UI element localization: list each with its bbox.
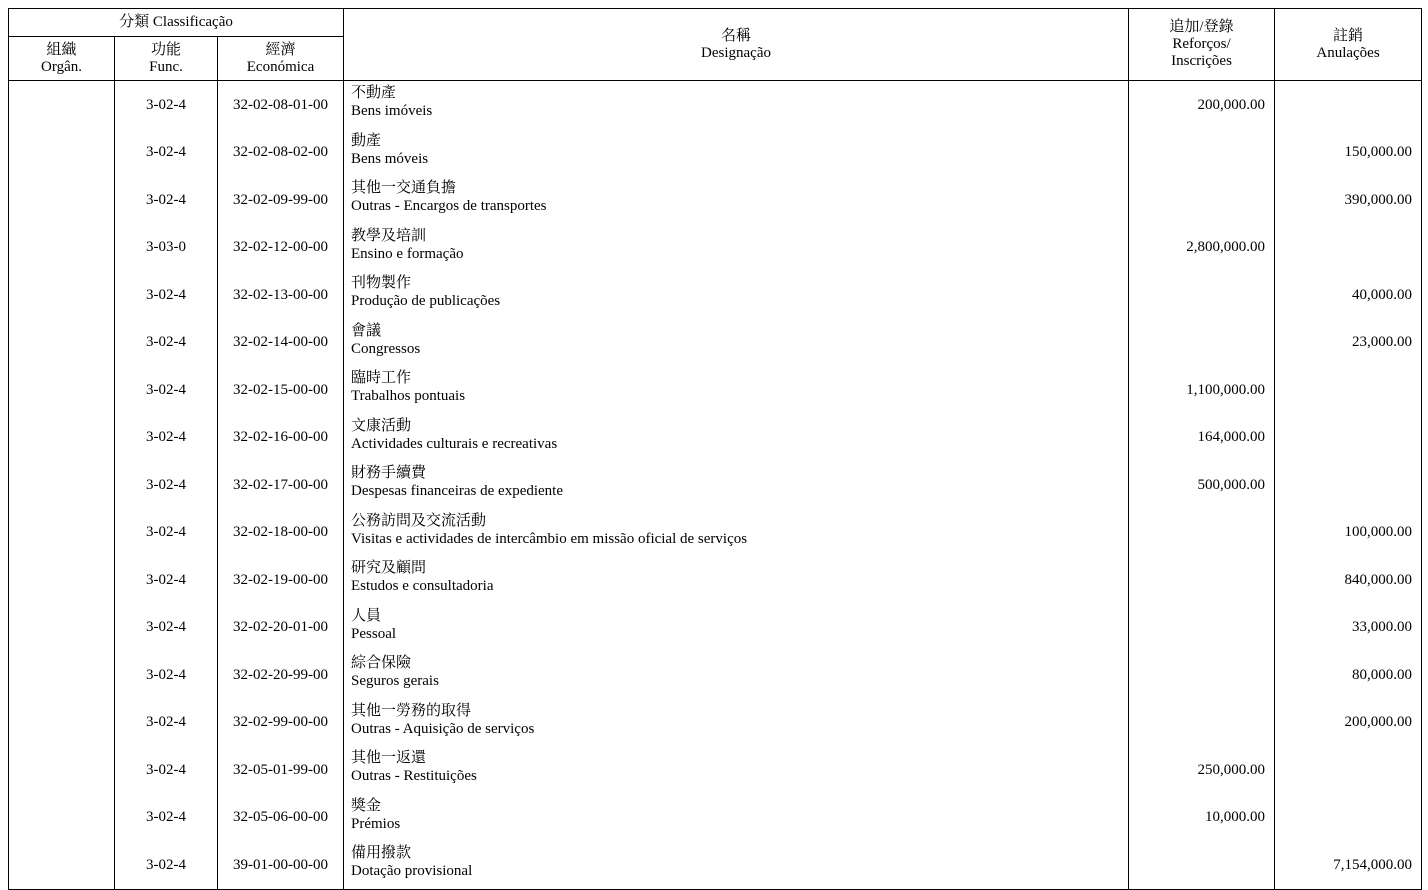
organ-cell [9,604,115,652]
func-code: 3-02-4 [146,429,186,446]
reinforcement-amount: 10,000.00 [1205,809,1266,826]
econ-cell [218,319,344,367]
func-cell [115,556,218,604]
organ-cell [9,841,115,889]
econ-cell [218,556,344,604]
annulment-cell [1275,841,1422,889]
reinforcement-cell [1129,841,1275,889]
table-row [9,651,1422,699]
econ-label-zh: 經濟 [265,41,296,58]
annulments-label-zh: 註銷 [1333,27,1364,44]
econ-cell [218,224,344,272]
table-row [9,224,1422,272]
organ-cell [9,746,115,794]
reinforcement-amount: 200,000.00 [1197,96,1266,113]
organ-header [9,37,115,81]
econ-cell [218,414,344,462]
annulments-label-pt: Anulações [1316,44,1380,61]
reinforcement-amount: 2,800,000.00 [1186,239,1266,256]
organ-cell [9,699,115,747]
designation-cell [344,461,1129,509]
designation-cell [344,176,1129,224]
designation-zh: 人員 [351,607,382,624]
reinforcement-cell [1129,414,1275,462]
organ-cell [9,129,115,177]
func-code: 3-03-0 [146,239,186,256]
annulment-cell [1275,461,1422,509]
organ-label-pt: Orgân. [41,58,82,75]
designation-pt: Outras - Restituições [351,768,477,784]
econ-code: 32-02-12-00-00 [233,239,328,256]
designation-cell [344,319,1129,367]
annulment-amount: 33,000.00 [1352,619,1413,636]
organ-cell [9,319,115,367]
designation-zh: 不動產 [351,85,397,101]
organ-cell [9,271,115,319]
designation-cell [344,366,1129,414]
reinforcement-cell [1129,224,1275,272]
designation-zh: 其他一勞務的取得 [351,702,472,719]
designation-pt: Pessoal [351,625,397,642]
annulment-cell [1275,176,1422,224]
func-cell [115,319,218,367]
organ-cell [9,81,115,129]
reinforcement-cell [1129,129,1275,177]
econ-code: 32-02-13-00-00 [233,286,328,303]
annulment-cell [1275,81,1422,129]
table-row [9,319,1422,367]
func-cell [115,414,218,462]
classification-header [9,9,344,37]
designation-pt: Visitas e actividades de intercâmbio em missão oficial de serviços [351,530,748,547]
designation-zh: 教學及培訓 [351,227,427,244]
func-code: 3-02-4 [146,381,186,398]
func-label-zh: 功能 [150,41,181,58]
econ-cell [218,699,344,747]
reinforcement-cell [1129,794,1275,842]
reinforcement-cell [1129,319,1275,367]
reinforcement-cell [1129,366,1275,414]
econ-code: 32-02-18-00-00 [233,524,328,541]
reinforcements-label-pt-1: Reforços/ [1172,36,1231,52]
designation-zh: 備用撥款 [351,845,412,861]
designation-cell [344,651,1129,699]
econ-code: 32-02-20-01-00 [233,619,328,636]
func-code: 3-02-4 [146,571,186,588]
annulment-cell [1275,651,1422,699]
econ-cell [218,604,344,652]
reinforcement-amount: 250,000.00 [1197,761,1266,778]
func-code: 3-02-4 [146,144,186,161]
designation-cell [344,509,1129,557]
func-code: 3-02-4 [146,334,186,351]
func-cell [115,366,218,414]
econ-code: 32-05-06-00-00 [233,809,328,826]
table-row [9,699,1422,747]
func-code: 3-02-4 [146,476,186,493]
annulment-cell [1275,319,1422,367]
organ-cell [9,414,115,462]
designation-pt: Congressos [351,340,421,357]
organ-cell [9,224,115,272]
designation-cell [344,271,1129,319]
table-body [9,81,1422,890]
annulment-cell [1275,509,1422,557]
table-row [9,794,1422,842]
reinforcements-header [1129,9,1275,81]
reinforcement-cell [1129,699,1275,747]
econ-code: 32-02-08-01-00 [233,96,328,113]
econ-code: 32-02-14-00-00 [233,334,328,351]
table-row [9,841,1422,889]
func-code: 3-02-4 [146,96,186,113]
designation-zh: 動產 [351,132,382,149]
table-row [9,746,1422,794]
designation-zh: 文康活動 [351,417,412,434]
table-row [9,604,1422,652]
annulment-amount: 150,000.00 [1344,144,1413,161]
designation-pt: Seguros gerais [351,673,439,689]
econ-cell [218,271,344,319]
func-cell [115,271,218,319]
func-cell [115,176,218,224]
designation-pt: Trabalhos pontuais [351,388,466,404]
func-cell [115,746,218,794]
designation-cell [344,414,1129,462]
designation-label-pt: Designação [701,44,771,61]
designation-pt: Estudos e consultadoria [351,578,494,594]
econ-cell [218,129,344,177]
annulments-header [1275,9,1422,81]
designation-zh: 獎金 [351,797,382,814]
annulment-cell [1275,746,1422,794]
organ-cell [9,509,115,557]
designation-zh: 綜合保險 [351,655,412,671]
func-code: 3-02-4 [146,191,186,208]
func-cell [115,651,218,699]
econ-code: 32-02-09-99-00 [233,191,328,208]
econ-code: 32-02-15-00-00 [233,381,328,398]
organ-cell [9,176,115,224]
func-code: 3-02-4 [146,666,186,683]
designation-label-zh: 名稱 [721,27,752,44]
annulment-cell [1275,271,1422,319]
table-row [9,461,1422,509]
designation-pt: Bens imóveis [351,103,433,119]
budget-table [8,8,1422,890]
designation-zh: 財務手續費 [351,465,427,481]
annulment-cell [1275,556,1422,604]
reinforcement-cell [1129,604,1275,652]
annulment-cell [1275,414,1422,462]
designation-cell [344,746,1129,794]
table-header [9,9,1422,81]
table-row [9,271,1422,319]
econ-code: 32-02-19-00-00 [233,571,328,588]
func-cell [115,509,218,557]
func-code: 3-02-4 [146,809,186,826]
designation-zh: 研究及顧問 [351,560,427,576]
reinforcement-cell [1129,81,1275,129]
annulment-amount: 23,000.00 [1352,334,1413,351]
func-code: 3-02-4 [146,619,186,636]
econ-cell [218,366,344,414]
designation-zh: 其他一交通負擔 [351,180,457,196]
econ-label-pt: Económica [246,58,315,75]
designation-pt: Actividades culturais e recreativas [351,435,558,452]
func-cell [115,461,218,509]
econ-code: 32-02-16-00-00 [233,429,328,446]
designation-cell [344,604,1129,652]
econ-cell [218,746,344,794]
econ-cell [218,176,344,224]
designation-zh: 臨時工作 [351,370,412,386]
func-code: 3-02-4 [146,524,186,541]
reinforcement-cell [1129,176,1275,224]
designation-cell [344,699,1129,747]
annulment-amount: 100,000.00 [1344,524,1413,541]
annulment-amount: 80,000.00 [1352,666,1413,683]
reinforcement-cell [1129,651,1275,699]
designation-zh: 其他一返還 [351,750,427,766]
func-code: 3-02-4 [146,714,186,731]
designation-pt: Bens móveis [351,150,429,167]
table-row [9,129,1422,177]
designation-pt: Ensino e formação [351,245,464,262]
designation-pt: Despesas financeiras de expediente [351,483,564,499]
designation-pt: Outras - Encargos de transportes [351,198,547,214]
func-code: 3-02-4 [146,856,186,873]
annulment-cell [1275,699,1422,747]
designation-cell [344,224,1129,272]
annulment-cell [1275,366,1422,414]
func-header [115,37,218,81]
func-code: 3-02-4 [146,286,186,303]
table-row [9,509,1422,557]
designation-pt: Outras - Aquisição de serviços [351,720,535,737]
table-row [9,81,1422,129]
designation-cell [344,129,1129,177]
organ-cell [9,794,115,842]
table-row [9,556,1422,604]
reinforcements-label-pt-2: Inscrições [1171,53,1232,69]
designation-cell [344,81,1129,129]
organ-cell [9,556,115,604]
designation-cell [344,556,1129,604]
reinforcement-amount: 1,100,000.00 [1186,381,1266,398]
designation-cell [344,794,1129,842]
reinforcement-cell [1129,556,1275,604]
designation-pt: Prémios [351,815,401,832]
func-cell [115,604,218,652]
func-cell [115,224,218,272]
designation-zh: 刊物製作 [351,275,412,291]
reinforcements-label-zh: 追加/登錄 [1169,19,1234,35]
reinforcement-amount: 164,000.00 [1197,429,1266,446]
func-cell [115,794,218,842]
reinforcement-cell [1129,509,1275,557]
annulment-amount: 200,000.00 [1344,714,1413,731]
table-row [9,176,1422,224]
econ-code: 32-02-17-00-00 [233,476,328,493]
func-label-pt: Func. [149,58,183,75]
econ-cell [218,794,344,842]
annulment-cell [1275,129,1422,177]
func-cell [115,129,218,177]
designation-pt: Dotação provisional [351,863,473,879]
func-code: 3-02-4 [146,761,186,778]
func-cell [115,699,218,747]
reinforcement-cell [1129,461,1275,509]
econ-cell [218,461,344,509]
econ-header [218,37,344,81]
reinforcement-amount: 500,000.00 [1197,476,1266,493]
func-cell [115,81,218,129]
annulment-cell [1275,604,1422,652]
classification-label: 分類 Classificação [119,14,233,30]
econ-cell [218,81,344,129]
annulment-amount: 40,000.00 [1352,286,1413,303]
table-row [9,366,1422,414]
organ-label-zh: 組織 [46,41,77,58]
annulment-amount: 390,000.00 [1344,191,1413,208]
designation-zh: 公務訪問及交流活動 [351,512,487,529]
annulment-cell [1275,794,1422,842]
econ-cell [218,841,344,889]
econ-cell [218,509,344,557]
econ-code: 39-01-00-00-00 [233,856,328,873]
designation-header [344,9,1129,81]
organ-cell [9,651,115,699]
designation-pt: Produção de publicações [351,293,501,309]
annulment-amount: 7,154,000.00 [1333,856,1413,873]
econ-cell [218,651,344,699]
annulment-cell [1275,224,1422,272]
designation-zh: 會議 [351,322,382,339]
table-row [9,414,1422,462]
designation-cell [344,841,1129,889]
organ-cell [9,366,115,414]
reinforcement-cell [1129,271,1275,319]
organ-cell [9,461,115,509]
func-cell [115,841,218,889]
econ-code: 32-02-20-99-00 [233,666,328,683]
econ-code: 32-02-99-00-00 [233,714,328,731]
econ-code: 32-02-08-02-00 [233,144,328,161]
reinforcement-cell [1129,746,1275,794]
annulment-amount: 840,000.00 [1344,571,1413,588]
econ-code: 32-05-01-99-00 [233,761,328,778]
